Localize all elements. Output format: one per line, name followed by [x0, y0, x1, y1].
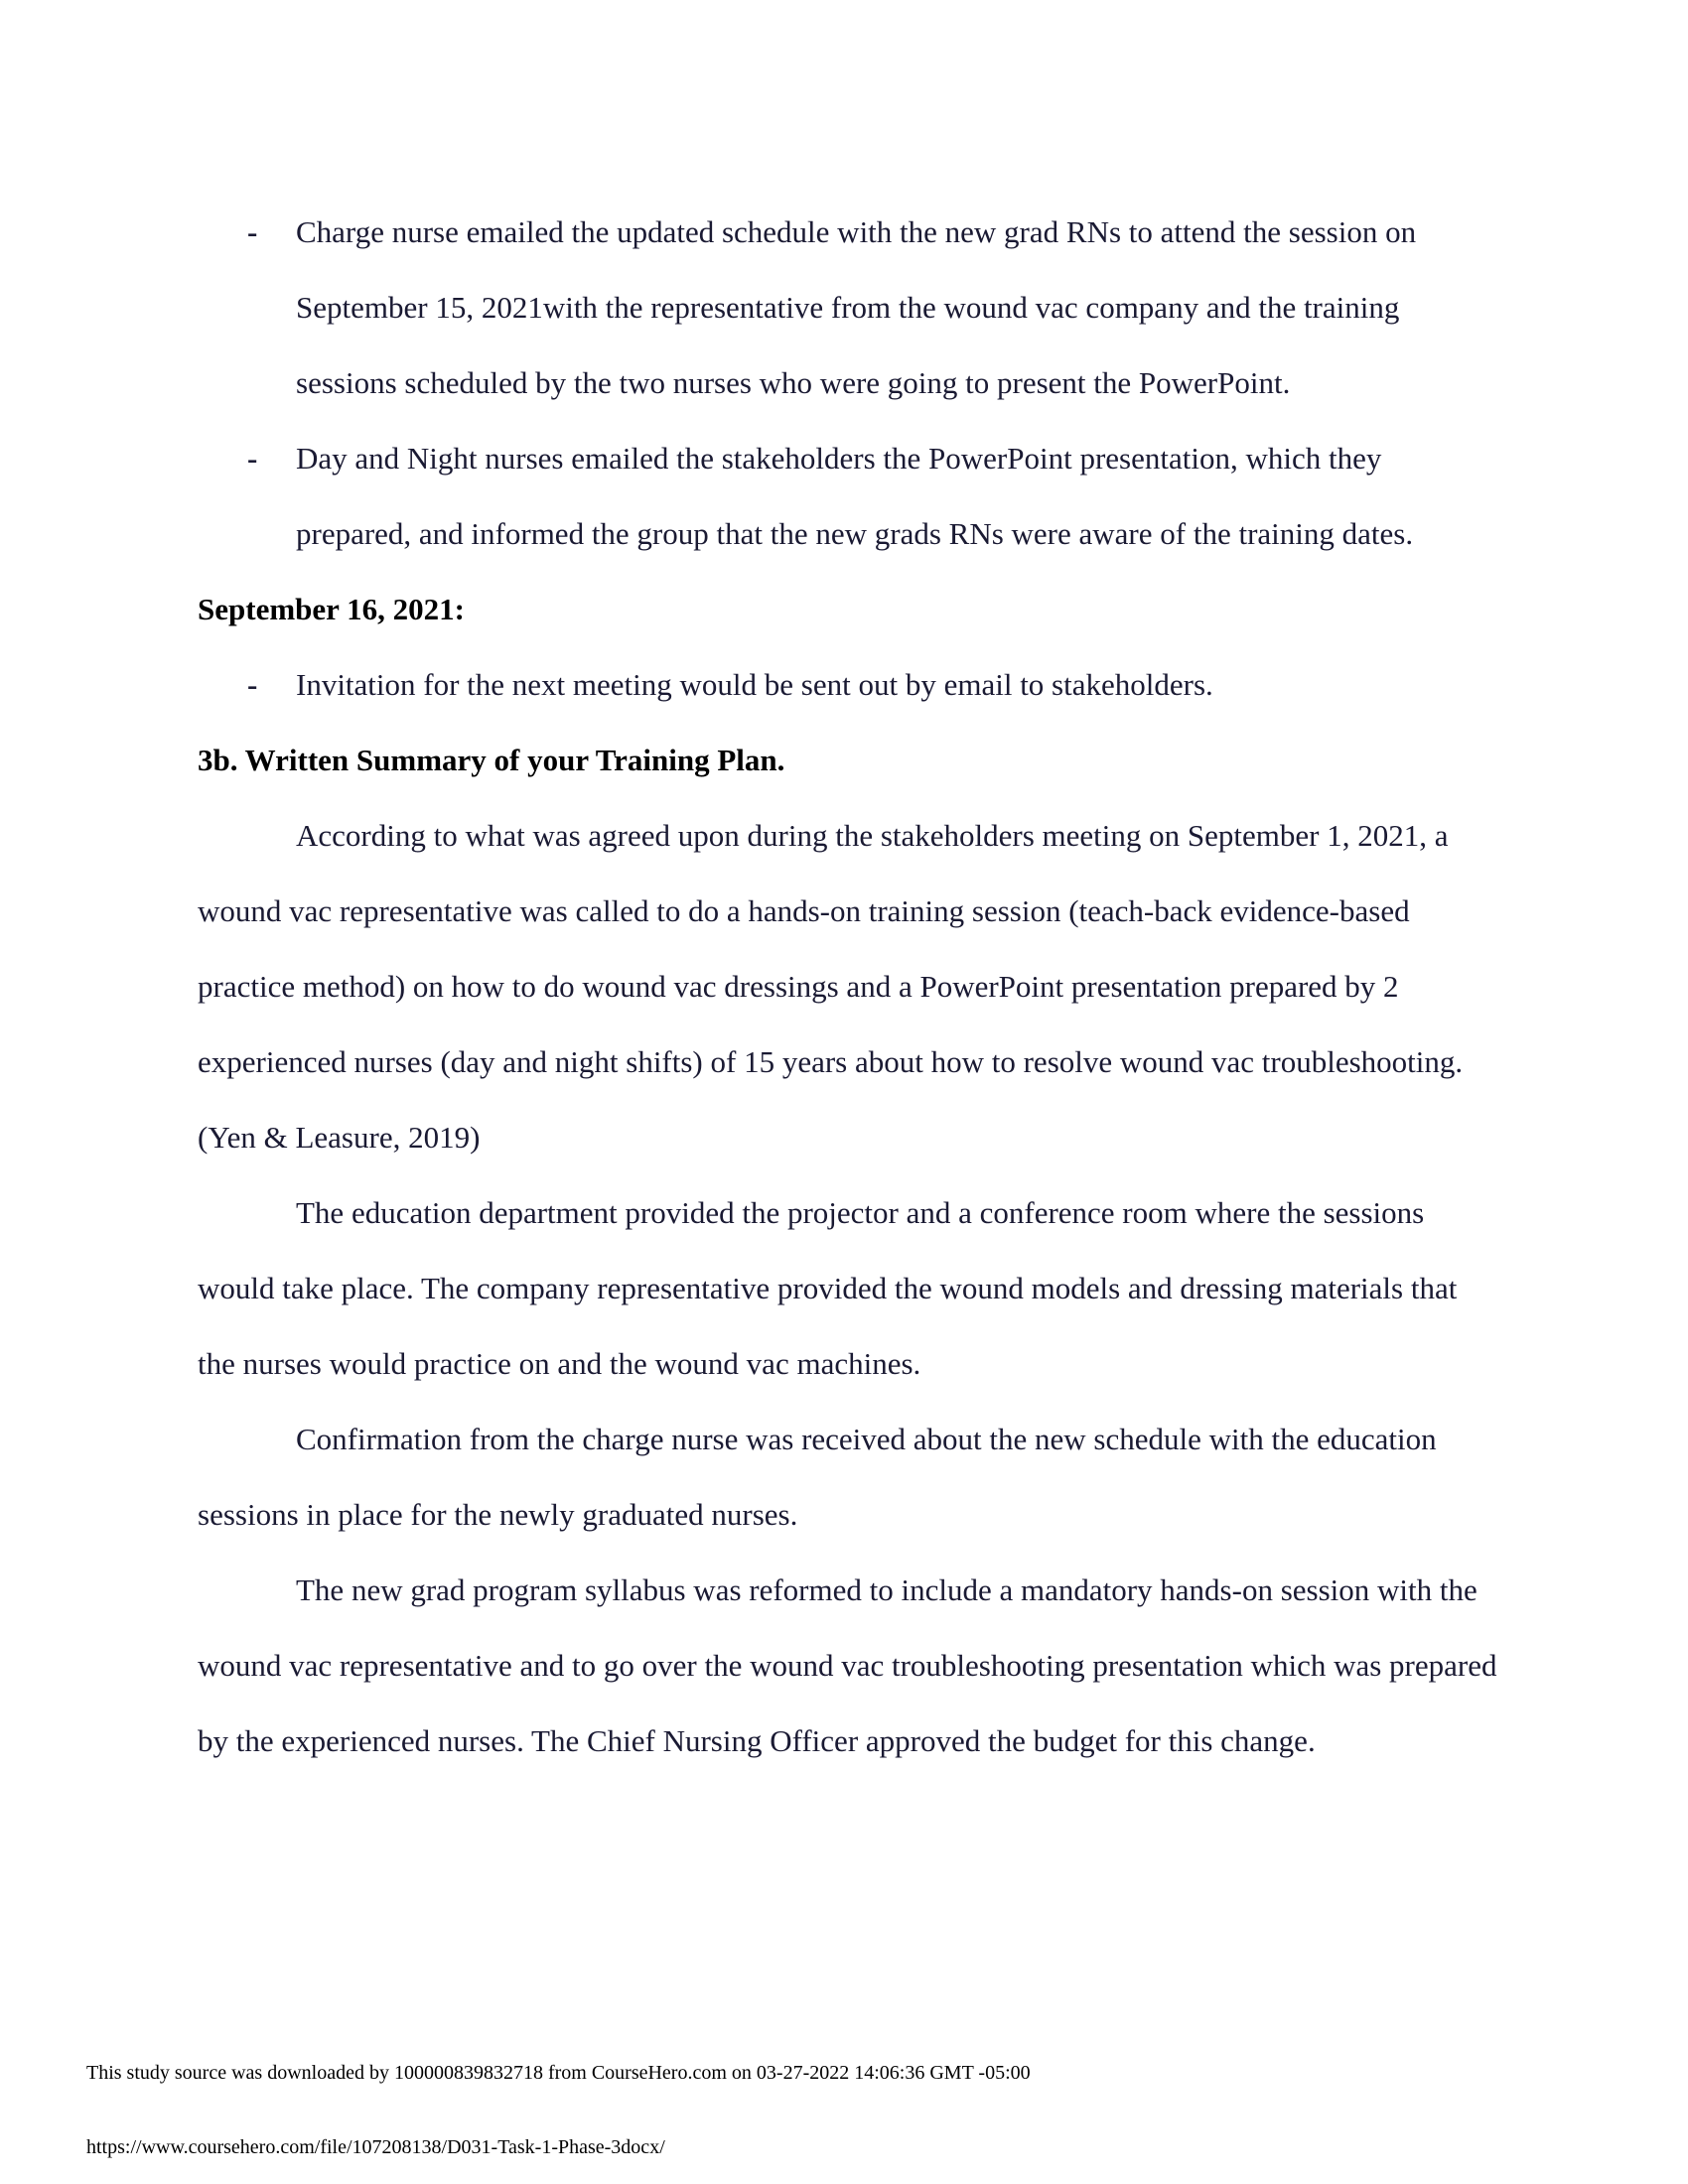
bullet-marker: - [247, 667, 258, 702]
bullet-text: Charge nurse emailed the updated schedule with the new grad RNs to attend the session on September 15, 2021with the representative from the wound vac company and the training sessions scheduled by the two nurses who were going to present the PowerPoint. [296, 214, 1417, 400]
bullet-item [198, 421, 1498, 572]
source-url-link[interactable]: https://www.coursehero.com/file/107208138/D031-Task-1-Phase-3docx/ [86, 2136, 665, 2158]
download-notice: This study source was downloaded by 100000839832718 from CourseHero.com on 03-27-2022 14:06:36 GMT -05:00 [86, 2062, 1031, 2084]
bullet-marker: - [247, 214, 258, 249]
section-heading: 3b. Written Summary of your Training Plan. [198, 743, 785, 777]
bullet-item [198, 647, 1498, 723]
body-paragraph: The education department provided the projector and a conference room where the sessions would take place. The company representative provided the wound models and dressing materials that the nurses would practice on and the wound vac machines. [198, 1195, 1458, 1381]
document-body [198, 195, 1498, 1779]
body-paragraph: According to what was agreed upon during the stakeholders meeting on September 1, 2021, a wound vac representative was called to do a hands-on training session (teach-back evidence-based practice method) on how to do wound vac dressings and a PowerPoint presentation prepared by 2 experienced nurses (day and night shifts) of 15 years about how to resolve wound vac troubleshooting. (Yen & Leasure, 2019) [198, 818, 1464, 1155]
body-paragraph: Confirmation from the charge nurse was received about the new schedule with the education sessions in place for the newly graduated nurses. [198, 1422, 1437, 1532]
bullet-item [198, 195, 1498, 421]
date-heading: September 16, 2021: [198, 592, 465, 626]
body-paragraph: The new grad program syllabus was reformed to include a mandatory hands-on session with the wound vac representative and to go over the wound vac troubleshooting presentation which was prepared by the experienced nurses. The Chief Nursing Officer approved the budget for this change. [198, 1572, 1497, 1758]
bullet-marker: - [247, 441, 258, 476]
bullet-text: Invitation for the next meeting would be sent out by email to stakeholders. [296, 667, 1213, 702]
bullet-text: Day and Night nurses emailed the stakeholders the PowerPoint presentation, which they prepared, and informed the group that the new grads RNs were aware of the training dates. [296, 441, 1414, 551]
